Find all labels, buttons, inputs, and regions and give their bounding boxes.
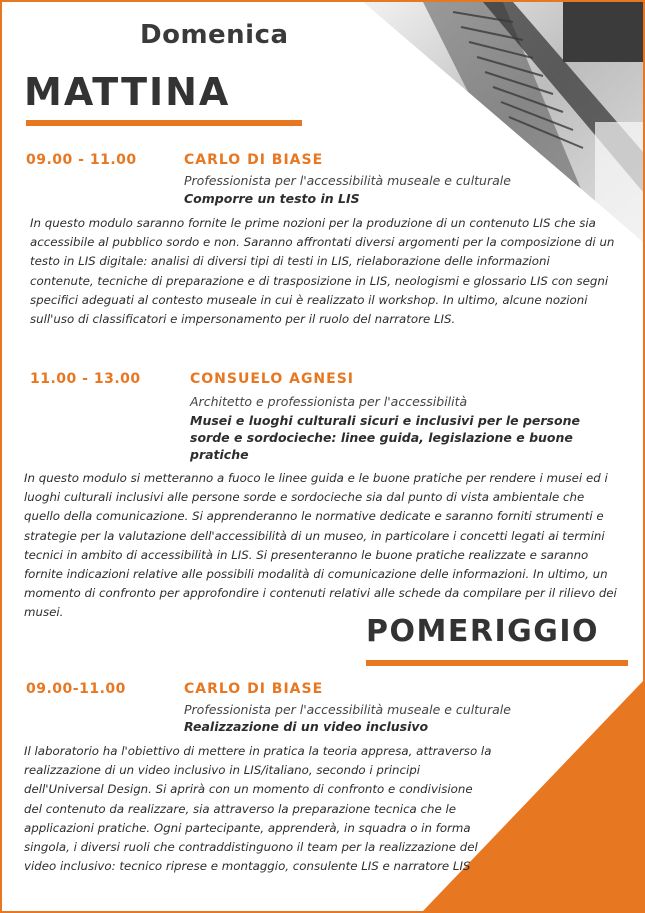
session-description: In questo modulo si metteranno a fuoco le linee guida e le buone pratiche per rendere i musei ed i luoghi culturali inclusivi alle persone sorde e sordocieche sia dal punto di vista ambientale che quello della comunicazione. Si apprenderanno le normative dedicate e saranno forniti strumenti e strategie per la valutazione dell'accessibilità di un museo, in particolare i concetti legati ai termini tecnici in ambito di accessibilità in LIS. Si presenteranno le buone pratiche realizzate e saranno fornite indicazioni relative alle possibili modalità di comunicazione delle informazioni. In ultimo, un momento di confronto per approfondire i contenuti relativi alle schede da compilare per il rilievo dei musei. — [24, 471, 617, 620]
session-speaker: CARLO DI BIASE — [184, 681, 324, 697]
session-topic: Realizzazione di un video inclusivo — [184, 719, 429, 734]
session-description: Il laboratorio ha l'obiettivo di mettere in pratica la teoria appresa, attraverso la realizzazione di un video inclusivo in LIS/italiano, secondo i principi dell'Universal Design. Si aprirà con un momento di confronto e condivisione del contenuto da realizzare, sia attraverso la preparazione tecnica che le applicazioni pratiche. Ogni partecipante, apprenderà, in squadra o in forma singola, i diversi ruoli che contraddistinguono il team per la realizzazione del video inclusivo: tecnico riprese e montaggio, consulente LIS e narratore LIS — [24, 744, 492, 874]
session-speaker: CARLO DI BIASE — [184, 152, 324, 168]
session-topic: Musei e luoghi culturali sicuri e inclusivi per le persone sorde e sordocieche: linee guida, legislazione e buone pratiche — [190, 413, 580, 462]
session-description: In questo modulo saranno fornite le prime nozioni per la produzione di un contenuto LIS che sia accessibile al pubblico sordo e non. Saranno affrontati diversi argomenti per la composizione di un testo in LIS digitale: analisi di diversi tipi di testi in LIS, rielaborazione delle informazioni contenute, tecniche di preparazione e di trasposizione in LIS, neologismi e glossario LIS con segni specifici adeguati al contesto museale in cui è realizzato il workshop. In ultimo, alcune nozioni sull'uso di classificatori e impersonamento per il ruolo del narratore LIS. — [30, 216, 615, 327]
session-topic: Comporre un testo in LIS — [184, 191, 360, 206]
session-role: Professionista per l'accessibilità museale e culturale — [184, 173, 511, 188]
afternoon-rule — [366, 660, 628, 666]
afternoon-title: POMERIGGIO — [366, 614, 600, 649]
session-role: Architetto e professionista per l'accessibilità — [190, 394, 468, 409]
session-speaker: CONSUELO AGNESI — [190, 371, 355, 387]
session-time: 09.00 - 11.00 — [26, 152, 137, 168]
session-time: 09.00-11.00 — [26, 681, 126, 697]
staircase-photo — [363, 2, 643, 242]
session-time: 11.00 - 13.00 — [30, 371, 141, 387]
session-role: Professionista per l'accessibilità museale e culturale — [184, 702, 511, 717]
morning-rule — [26, 120, 302, 126]
morning-title: MATTINA — [24, 70, 231, 114]
day-title: Domenica — [140, 20, 289, 50]
